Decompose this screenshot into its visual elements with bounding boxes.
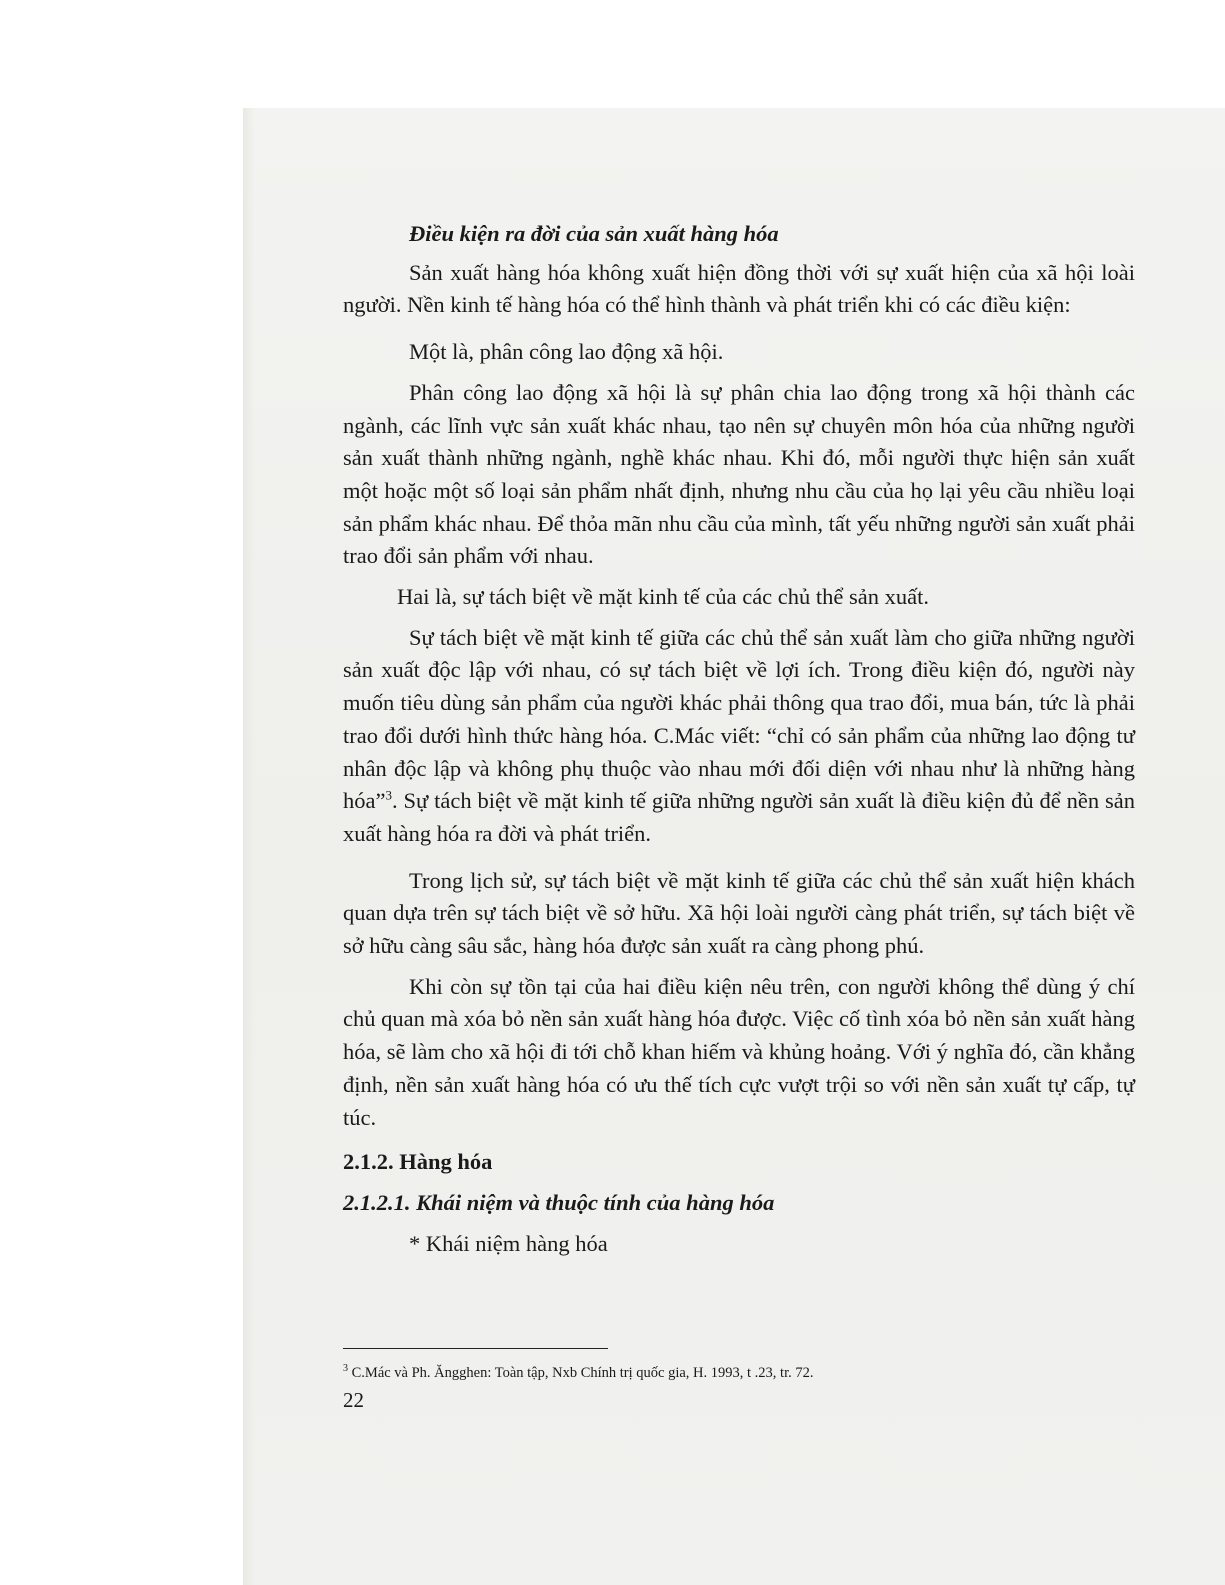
page-body	[343, 218, 1135, 1260]
footnote-reference[interactable]: 3	[385, 787, 392, 803]
paragraph-history: Trong lịch sử, sự tách biệt về mặt kinh tế giữa các chủ thể sản xuất hiện khách quan dựa trên sự tách biệt về sở hữu. Xã hội loài người càng phát triển, sự tách biệt về sở hữu càng sâu sắc, hàng hóa được sản xuất ra càng phong phú.	[343, 867, 1135, 959]
subsubsection-heading: 2.1.2.1. Khái niệm và thuộc tính của hàng hóa	[343, 1189, 775, 1215]
paragraph-economic-separation: Sự tách biệt về mặt kinh tế giữa các chủ thể sản xuất làm cho giữa những người sản xuất độc lập với nhau, có sự tách biệt về lợi ích. Trong điều kiện đó, người này muốn tiêu dùng sản phẩm của người khác phải thông qua trao đổi, mua bán, tức là phải trao đổi dưới hình thức hàng hóa. C.Mác viết: “chỉ có sản phẩm của những lao động tư nhân độc lập và không phụ thuộc vào nhau mới đối diện với nhau như là những hàng hóa”$^3$. Sự tách biệt về mặt kinh tế giữa những người sản xuất là điều kiện đủ để nền sản xuất hàng hóa ra đời và phát triển.	[343, 624, 1135, 846]
footnote-marker: 3	[343, 1363, 348, 1375]
paragraph-economic-separation-text: Sự tách biệt về mặt kinh tế giữa các chủ thể sản xuất làm cho giữa những người sản xuất độc lập với nhau, có sự tách biệt về lợi ích. Trong điều kiện đó, người này muốn tiêu dùng sản phẩm của người khác phải thông qua trao đổi, mua bán, tức là phải trao đổi dưới hình thức hàng hóa. C.Mác viết: “chỉ có sản phẩm của những lao động tư nhân độc lập và không phụ thuộc vào nhau mới đối diện với nhau như là những hàng hóa”	[343, 624, 1135, 814]
paragraph-condition-two: Hai là, sự tách biệt về mặt kinh tế của các chủ thể sản xuất.	[397, 584, 929, 610]
footnote-divider	[343, 1348, 608, 1349]
paragraph-division-of-labor: Phân công lao động xã hội là sự phân chia lao động trong xã hội thành các ngành, các lĩnh vực sản xuất khác nhau, tạo nên sự chuyên môn hóa của những người sản xuất thành những ngành, nghề khác nhau. Khi đó, mỗi người thực hiện sản xuất một hoặc một số loại sản phẩm nhất định, nhưng nhu cầu của họ lại yêu cầu nhiều loại sản phẩm khác nhau. Để thỏa mãn nhu cầu của mình, tất yếu những người sản xuất phải trao đổi sản phẩm với nhau.	[343, 379, 1135, 569]
scan-edge-shadow	[243, 108, 255, 1585]
bullet-concept-line: * Khái niệm hàng hóa	[409, 1230, 608, 1256]
footnote	[343, 1364, 814, 1382]
paragraph-economic-separation-continued: Sự tách biệt về mặt kinh tế giữa những người sản xuất là điều kiện đủ để nền sản xuất hàng hóa ra đời và phát triển.	[343, 788, 1135, 846]
footnote-text: C.Mác và Ph. Ăngghen: Toàn tập, Nxb Chính trị quốc gia, H. 1993, t .23, tr. 72.	[348, 1365, 814, 1381]
subsection-heading: 2.1.2. Hàng hóa	[343, 1149, 493, 1175]
paragraph-conclusion: Khi còn sự tồn tại của hai điều kiện nêu trên, con người không thể dùng ý chí chủ quan mà xóa bỏ nền sản xuất hàng hóa được. Việc cố tình xóa bỏ nền sản xuất hàng hóa, sẽ làm cho xã hội đi tới chỗ khan hiếm và khủng hoảng. Với ý nghĩa đó, cần khẳng định, nền sản xuất hàng hóa có ưu thế tích cực vượt trội so với nền sản xuất tự cấp, tự túc.	[343, 973, 1135, 1130]
paragraph-condition-one: Một là, phân công lao động xã hội.	[409, 339, 724, 365]
page-number: 22	[343, 1388, 364, 1412]
paragraph-intro: Sản xuất hàng hóa không xuất hiện đồng thời với sự xuất hiện của xã hội loài người. Nền kinh tế hàng hóa có thể hình thành và phát triển khi có các điều kiện:	[343, 259, 1135, 318]
section-heading: Điều kiện ra đời của sản xuất hàng hóa	[409, 221, 779, 246]
